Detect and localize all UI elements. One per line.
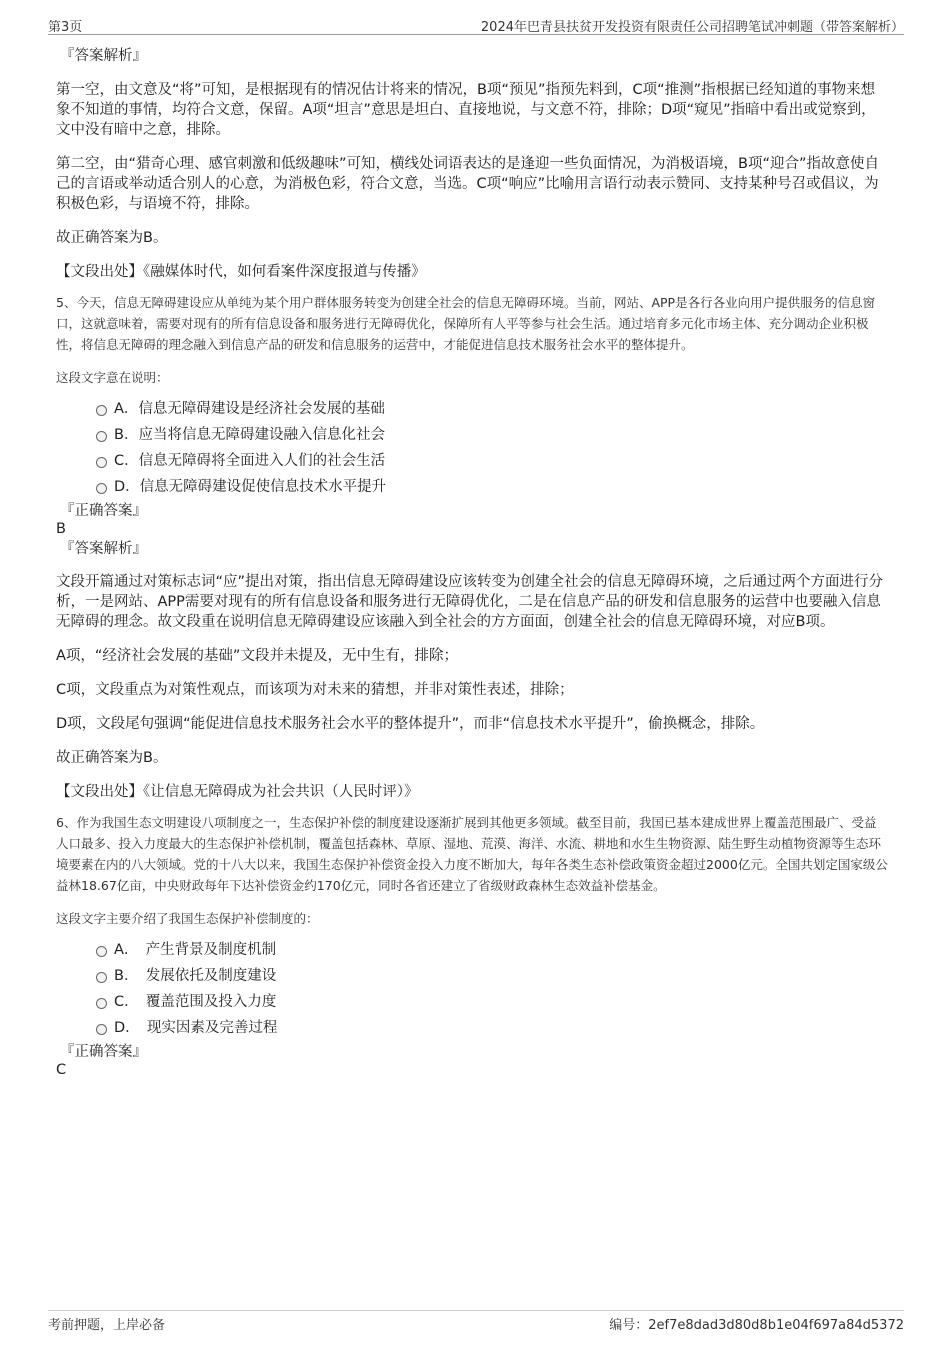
option-label: A． 产生背景及制度机制 xyxy=(114,942,277,958)
analysis-paragraph: 文段开篇通过对策标志词“应”提出对策，指出信息无障碍建设应该转变为创建全社会的信息无障碍环境，之后通过两个方面进行分析，一是网站、APP需要对现有的所有信息设备和服务进行无障碍优化，二是在信息产品的研发和信息服务的运营中也要融入信息无障碍的理念。故文段重在说明信息无障碍建设应该融入到全社会的方方面面，创建全社会的信息无障碍环境，对应B项。 xyxy=(56,574,884,630)
option-label: D．信息无障碍建设促使信息技术水平提升 xyxy=(114,479,387,495)
correct-answer-label: 『正确答案』 xyxy=(60,1044,147,1060)
option-c[interactable] xyxy=(56,448,888,474)
option-label: C． 覆盖范围及投入力度 xyxy=(114,994,277,1010)
option-label: B． 发展依托及制度建设 xyxy=(114,968,277,984)
source-citation: 【文段出处】《让信息无障碍成为社会共识（人民时评）》 xyxy=(56,784,419,800)
option-d[interactable] xyxy=(56,1015,888,1041)
option-list xyxy=(56,396,888,500)
analysis-paragraph: D项，文段尾句强调“能促进信息技术服务社会水平的整体提升”，而非“信息技术水平提升”，偷换概念，排除。 xyxy=(56,716,765,732)
answer-analysis-label: 『答案解析』 xyxy=(60,48,147,64)
document-title: 2024年巴青县扶贫开发投资有限责任公司招聘笔试冲刺题（带答案解析） xyxy=(480,20,904,35)
option-a[interactable] xyxy=(56,937,888,963)
correct-answer: C xyxy=(56,1062,67,1078)
analysis-paragraph: 第一空，由文意及“将”可知，是根据现有的情况估计将来的情况，B项“预见”指预先料到，C项“推测”指根据已经知道的事物来想象不知道的事情，均符合文意，保留。A项“坦言”意思是坦白、直接地说，与文意不符，排除；D项“窥见”指暗中看出或觉察到，文中没有暗中之意，排除。 xyxy=(56,82,876,138)
source-citation: 【文段出处】《融媒体时代，如何看案件深度报道与传播》 xyxy=(56,264,426,280)
correct-answer-label: 『正确答案』 xyxy=(60,503,147,519)
page-footer xyxy=(48,1310,904,1334)
analysis-paragraph: A项，“经济社会发展的基础”文段并未提及，无中生有，排除； xyxy=(56,648,458,664)
footer-slogan: 考前押题，上岸必备 xyxy=(48,1318,166,1333)
radio-icon[interactable] xyxy=(96,457,107,468)
analysis-paragraph: 第二空，由“猎奇心理、感官刺激和低级趣味”可知，横线处词语表达的是逢迎一些负面情况，为消极语境，B项“迎合”指故意使自己的言语或举动适合别人的心意，为消极色彩，符合文意，当选。C项“响应”比喻用言语行动表示赞同、支持某种号召或倡议，为积极色彩，与语境不符，排除。 xyxy=(56,156,879,212)
analysis-conclusion: 故正确答案为B。 xyxy=(56,750,168,766)
question-stem: 6、作为我国生态文明建设八项制度之一，生态保护补偿的制度建设逐渐扩展到其他更多领域。截至目前，我国已基本建成世界上覆盖范围最广、受益人口最多、投入力度最大的生态保护补偿机制，覆盖包括森林、草原、湿地、荒漠、海洋、水流、耕地和水生生物资源、陆生野生动植物资源等生态环境要素在内的八大领域。党的十八大以来，我国生态保护补偿资金投入力度不断加大，每年各类生态补偿政策资金超过2000亿元。全国共划定国家级公益林18.67亿亩，中央财政每年下达补偿资金约170亿元，同时各省还建立了省级财政森林生态效益补偿基金。 xyxy=(56,815,888,893)
option-label: D． 现实因素及完善过程 xyxy=(114,1020,278,1036)
question-prompt: 这段文字意在说明： xyxy=(56,370,169,385)
page-header xyxy=(48,12,904,35)
question-stem: 5、今天，信息无障碍建设应从单纯为某个用户群体服务转变为创建全社会的信息无障碍环境。当前，网站、APP是各行各业向用户提供服务的信息窗口，这就意味着，需要对现有的所有信息设备和服务进行无障碍优化，保障所有人平等参与社会生活。通过培育多元化市场主体、充分调动企业积极性，将信息无障碍的理念融入到信息产品的研发和信息服务的运营中，才能促进信息技术服务社会水平的整体提升。 xyxy=(56,295,876,352)
correct-answer: B xyxy=(56,521,66,537)
option-c[interactable] xyxy=(56,989,888,1015)
analysis-conclusion: 故正确答案为B。 xyxy=(56,230,168,246)
analysis-paragraph: C项，文段重点为对策性观点，而该项为对未来的猜想，并非对策性表述，排除； xyxy=(56,682,574,698)
radio-icon[interactable] xyxy=(96,998,107,1009)
answer-analysis-label: 『答案解析』 xyxy=(60,541,147,557)
option-a[interactable] xyxy=(56,396,888,422)
radio-icon[interactable] xyxy=(96,483,107,494)
radio-icon[interactable] xyxy=(96,972,107,983)
radio-icon[interactable] xyxy=(96,1024,107,1035)
document-id: 编号：2ef7e8dad3d80d8b1e04f697a84d5372 xyxy=(609,1318,904,1333)
option-label: A．信息无障碍建设是经济社会发展的基础 xyxy=(114,401,385,417)
radio-icon[interactable] xyxy=(96,946,107,957)
option-b[interactable] xyxy=(56,422,888,448)
option-b[interactable] xyxy=(56,963,888,989)
option-list xyxy=(56,937,888,1041)
page-content xyxy=(56,42,888,1079)
option-label: C．信息无障碍将全面进入人们的社会生活 xyxy=(114,453,386,469)
page-number: 第3页 xyxy=(48,20,83,35)
radio-icon[interactable] xyxy=(96,431,107,442)
option-d[interactable] xyxy=(56,474,888,500)
option-label: B．应当将信息无障碍建设融入信息化社会 xyxy=(114,427,385,443)
question-prompt: 这段文字主要介绍了我国生态保护补偿制度的： xyxy=(56,911,319,926)
radio-icon[interactable] xyxy=(96,405,107,416)
